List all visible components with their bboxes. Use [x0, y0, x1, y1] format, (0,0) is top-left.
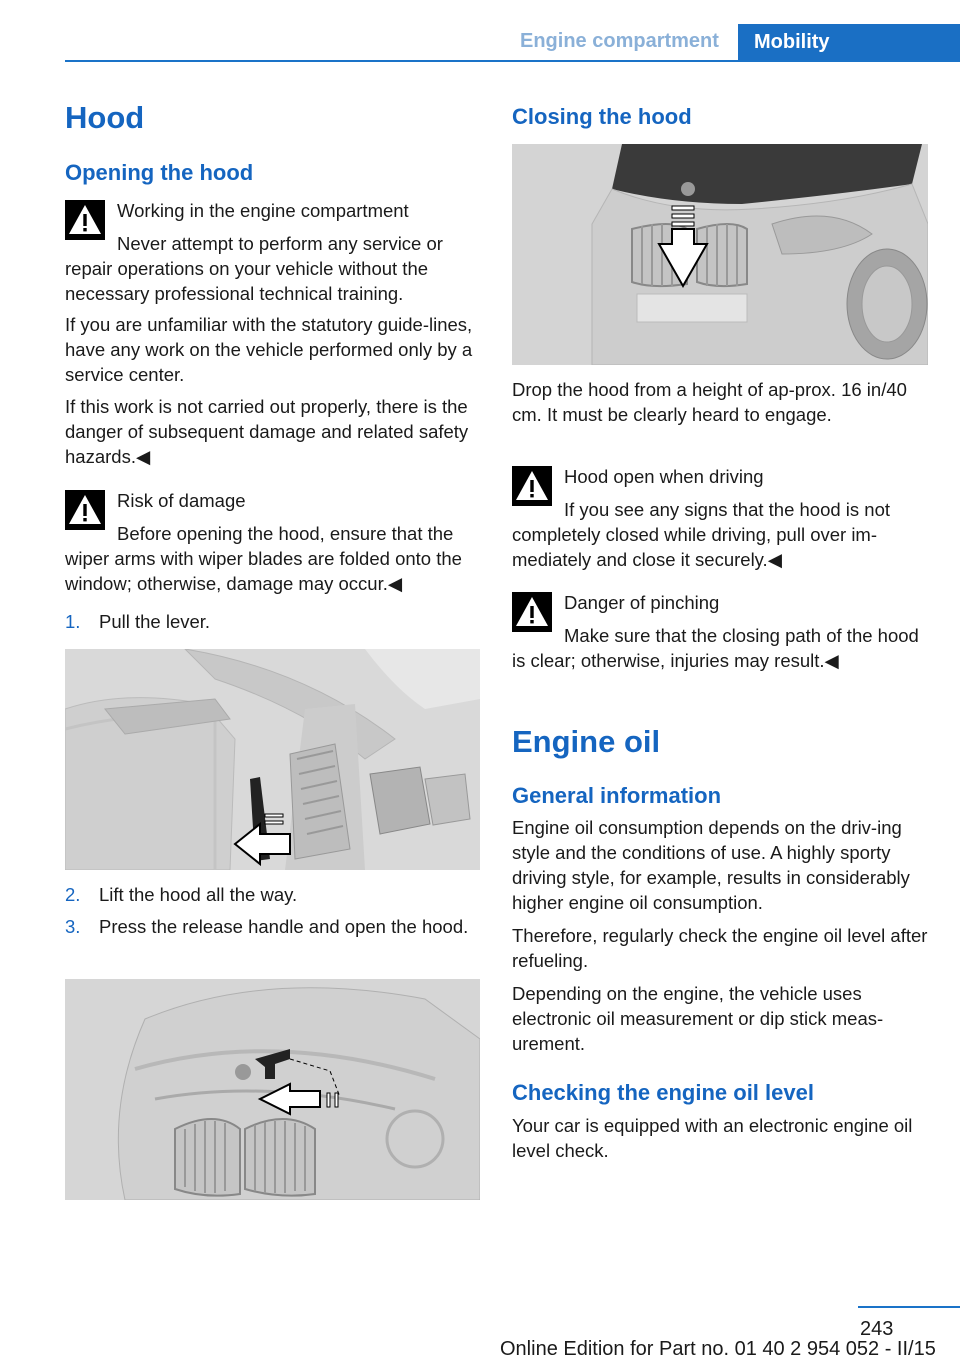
lever-illustration: [65, 649, 480, 870]
warning-body: Never attempt to perform any service or repair operations on your vehicle without the necessary professional technical training.: [65, 233, 443, 304]
step-text: Press the release handle and open the hood.: [99, 916, 469, 937]
page-number: 243: [860, 1318, 894, 1340]
lever-drawing: [65, 649, 480, 870]
warning-body: If you see any signs that the hood is not completely closed while driving, pull over im‐mediately and close it securely.◀: [512, 499, 891, 570]
closing-hood-illustration: [512, 144, 928, 365]
warning-title: Working in the engine compartment: [117, 200, 409, 221]
checking-oil-heading: Checking the engine oil level: [512, 1080, 814, 1105]
edition-footer: Online Edition for Part no. 01 40 2 954 052 - II/15: [500, 1338, 936, 1360]
hood-title: Hood: [65, 100, 145, 135]
paragraph-measurement: Depending on the engine, the vehicle uses electronic oil measurement or dip stick meas‐urement.: [512, 983, 884, 1054]
paragraph-drop-hood: Drop the hood from a height of ap‐prox. 16 in/40 cm. It must be clearly heard to engage.: [512, 379, 907, 425]
engine-oil-title: Engine oil: [512, 724, 661, 759]
opening-hood-heading: Opening the hood: [65, 160, 254, 185]
step-text: Pull the lever.: [99, 611, 211, 632]
warning-title: Danger of pinching: [564, 592, 720, 613]
closing-hood-drawing: [512, 144, 928, 365]
paragraph-service-center: If you are unfamiliar with the statutory guide‐lines, have any work on the vehicle performed only by a service center.: [65, 314, 473, 385]
header-section-title: Engine compartment: [520, 30, 719, 52]
step-number: 1.: [65, 611, 81, 632]
paragraph-oil-consumption: Engine oil consumption depends on the driv‐ing style and the conditions of use. A highly sporty driving style, for example, results in considerably higher engine oil consumption.: [512, 817, 910, 913]
warning-body: Before opening the hood, ensure that the wiper arms with wiper blades are folded onto the window; otherwise, damage may occur.◀: [65, 523, 462, 594]
closing-hood-heading: Closing the hood: [512, 104, 692, 129]
paragraph-check-after-refuel: Therefore, regularly check the engine oil level after refueling.: [512, 925, 928, 971]
paragraph-electronic-check: Your car is equipped with an electronic engine oil level check.: [512, 1115, 913, 1161]
footer-rule: [858, 1306, 960, 1308]
step-text: Lift the hood all the way.: [99, 884, 298, 905]
header-chapter-tab: Mobility: [738, 24, 960, 62]
warning-body: Make sure that the closing path of the hood is clear; otherwise, injuries may result.◀: [512, 625, 919, 671]
release-handle-drawing: [65, 979, 480, 1200]
warning-title: Risk of damage: [117, 490, 246, 511]
step-number: 3.: [65, 916, 81, 937]
paragraph-danger: If this work is not carried out properly, there is the danger of subsequent damage and related safety hazards.◀: [65, 396, 469, 467]
release-handle-illustration: [65, 979, 480, 1200]
step-number: 2.: [65, 884, 81, 905]
warning-title: Hood open when driving: [564, 466, 764, 487]
header-rule: [65, 60, 960, 62]
general-information-heading: General information: [512, 783, 722, 808]
